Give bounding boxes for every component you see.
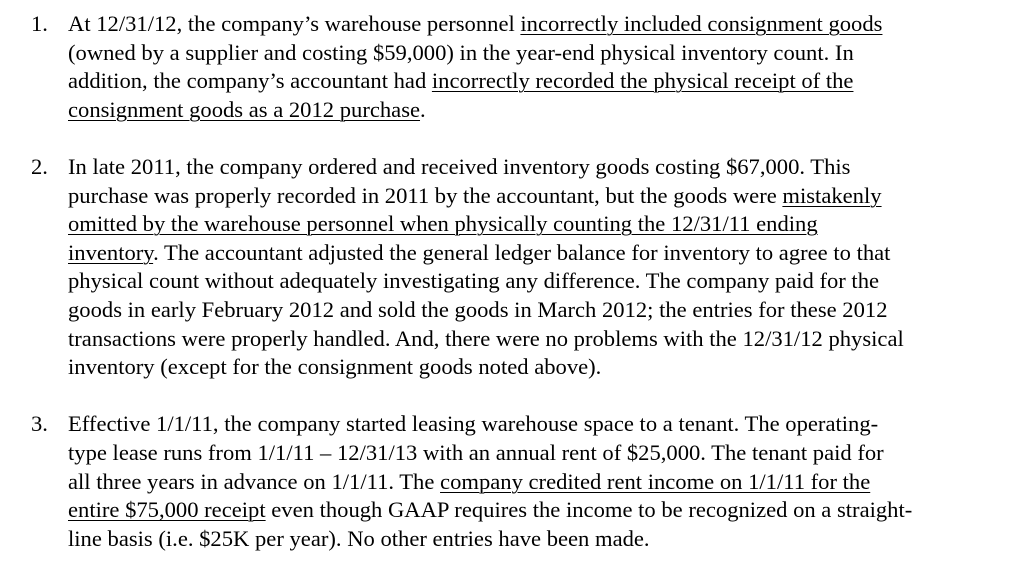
text-line: At 12/31/12, the company’s warehouse personnel incorrectly included consignment goods (68, 11, 883, 36)
underlined-text: mistakenly (782, 182, 882, 208)
underlined-text: consignment goods as a 2012 purchase (68, 96, 421, 122)
underlined-text: omitted by the warehouse personnel when physically counting the 12/31/11 ending (68, 211, 818, 237)
text-line (68, 210, 1000, 239)
underlined-text: entire $75,000 receipt (68, 497, 266, 523)
underlined-text: inventory (68, 239, 154, 265)
text-line: inventory (except for the consignment goods noted above). (68, 354, 602, 380)
text-line: consignment goods as a 2012 purchase. (68, 96, 426, 122)
text-line: all three years in advance on 1/1/11. The company credited rent income on 1/1/11 for the (68, 468, 871, 494)
text-line: inventory. The accountant adjusted the general ledger balance for inventory to agree to that (68, 239, 891, 265)
text-line: In late 2011, the company ordered and received inventory goods costing $67,000. This (68, 153, 851, 179)
underlined-text: incorrectly recorded the physical receipt of the (431, 68, 854, 94)
list-item-1 (0, 10, 1024, 124)
text-line: type lease runs from 1/1/11 – 12/31/13 with an annual rent of $25,000. The tenant paid for (68, 439, 884, 465)
document-body (0, 10, 1024, 582)
item-number: 2. (31, 153, 48, 179)
text-line: entire $75,000 receipt even though GAAP requires the income to be recognized on a straight- (68, 497, 913, 523)
text-line: physical count without adequately investigating any difference. The company paid for the (68, 268, 880, 294)
underlined-text: company credited rent income on 1/1/11 for the (440, 468, 871, 494)
text-line: purchase was properly recorded in 2011 by the accountant, but the goods were mistakenly (68, 182, 882, 208)
text-line: line basis (i.e. $25K per year). No other entries have been made. (68, 525, 650, 551)
text-line: (owned by a supplier and costing $59,000) in the year-end physical inventory count. In (68, 39, 854, 65)
underlined-text: incorrectly included consignment goods (520, 11, 883, 36)
text-line: addition, the company’s accountant had incorrectly recorded the physical receipt of the (68, 68, 854, 94)
text-line: goods in early February 2012 and sold the goods in March 2012; the entries for these 2012 (68, 296, 888, 322)
item-number: 3. (31, 411, 48, 437)
item-number: 1. (31, 11, 48, 36)
text-line: Effective 1/1/11, the company started leasing warehouse space to a tenant. The operating- (68, 411, 879, 437)
list-item-2 (0, 153, 1024, 382)
text-line: transactions were properly handled. And, there were no problems with the 12/31/12 physical (68, 325, 904, 351)
list-item-3 (0, 410, 1024, 553)
